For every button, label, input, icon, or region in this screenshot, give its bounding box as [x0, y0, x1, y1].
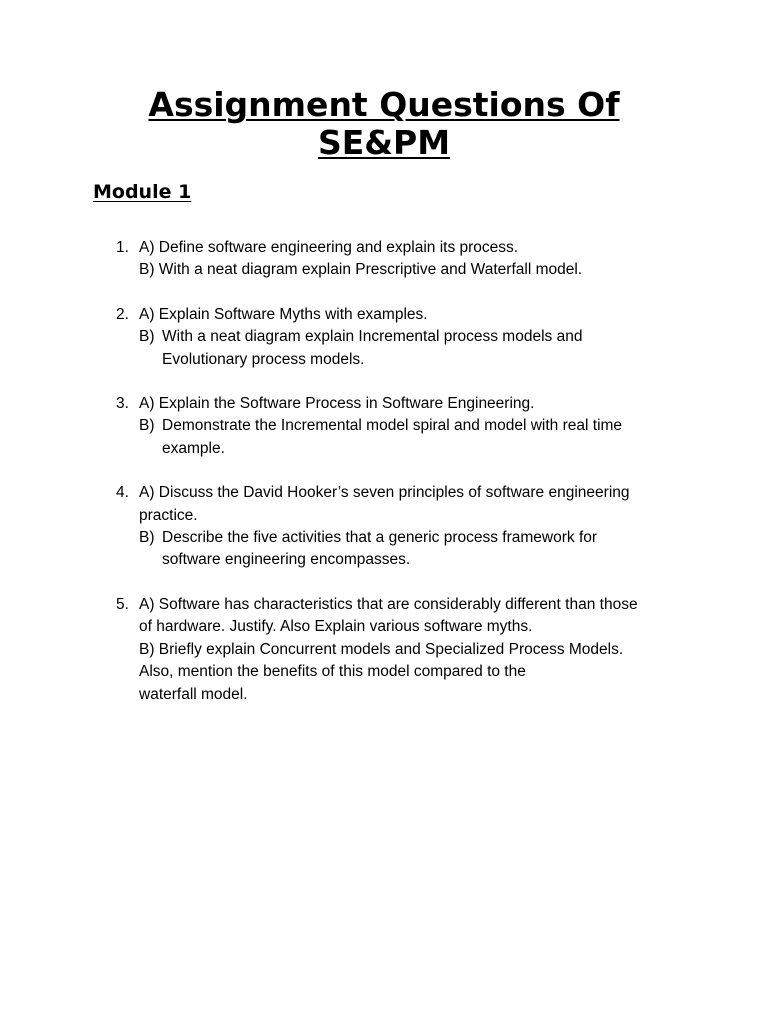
- question-1: [116, 237, 684, 282]
- question-part-b: [139, 326, 684, 371]
- question-list: [0, 237, 768, 728]
- question-number: 5.: [116, 595, 129, 613]
- question-part-a: A) Explain the Software Process in Software Engineering.: [139, 395, 535, 413]
- question-part-a: A) Explain Software Myths with examples.: [139, 305, 428, 323]
- question-2: [116, 304, 684, 371]
- module-heading: Module 1: [93, 181, 192, 203]
- question-3: [116, 393, 684, 460]
- part-b-text-line: Demonstrate the Incremental model spiral and model with real time: [162, 417, 623, 435]
- part-b-text-line: example.: [162, 439, 225, 457]
- question-part-a: A) Define software engineering and explain its process.: [139, 239, 519, 256]
- question-number: 1.: [116, 239, 129, 256]
- part-b-label: B): [139, 417, 155, 435]
- part-b-text-line: With a neat diagram explain Incremental process models and: [162, 328, 583, 346]
- question-5: [116, 594, 684, 706]
- document-title: [94, 86, 674, 162]
- question-text-line: Also, mention the benefits of this model compared to the: [139, 663, 526, 681]
- question-part-a-line: practice.: [139, 506, 198, 524]
- question-part-b: B) With a neat diagram explain Prescriptive and Waterfall model.: [139, 261, 583, 279]
- part-b-text-line: software engineering encompasses.: [162, 551, 411, 569]
- question-text-line: waterfall model.: [139, 685, 248, 703]
- question-text-line: of hardware. Justify. Also Explain various software myths.: [139, 618, 533, 636]
- question-number: 2.: [116, 305, 129, 323]
- part-b-text-line: Evolutionary process models.: [162, 350, 365, 368]
- question-part-a-line: A) Discuss the David Hooker’s seven principles of software engineering: [139, 484, 630, 502]
- question-4: [116, 482, 684, 572]
- question-part-b: [139, 415, 684, 460]
- question-number: 4.: [116, 484, 129, 502]
- title-line-1: Assignment Questions Of: [148, 85, 620, 124]
- title-line-2: SE&PM: [317, 123, 451, 162]
- question-number: 3.: [116, 395, 129, 413]
- question-text-line: A) Software has characteristics that are considerably different than those: [139, 595, 638, 613]
- question-part-b: [139, 527, 684, 572]
- question-text-line: B) Briefly explain Concurrent models and Specialized Process Models.: [139, 640, 624, 658]
- part-b-text-line: Describe the five activities that a generic process framework for: [162, 529, 598, 547]
- part-b-label: B): [139, 529, 155, 547]
- part-b-label: B): [139, 328, 155, 346]
